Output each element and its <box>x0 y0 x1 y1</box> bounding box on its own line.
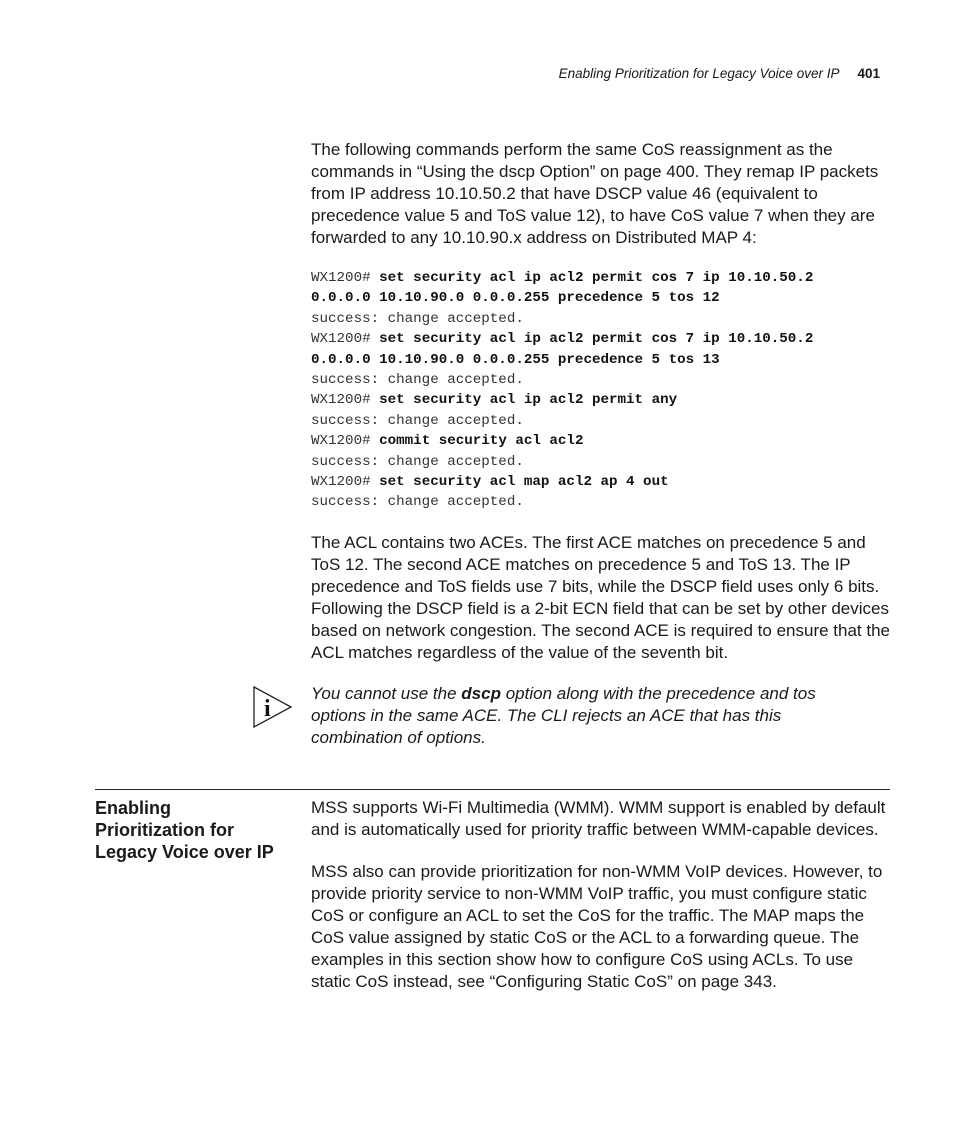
cli-prompt: WX1200# <box>311 392 380 409</box>
code-line <box>311 329 813 349</box>
explanation-paragraph-block <box>311 532 891 664</box>
cli-command: 0.0.0.0 10.10.90.0 0.0.0.255 precedence 5 tos 13 <box>311 351 720 368</box>
cli-prompt: WX1200# <box>311 270 380 286</box>
cli-command: set security acl ip acl2 permit cos 7 ip 10.10.50.2 <box>379 331 814 348</box>
cli-response: success: change accepted. <box>311 372 524 389</box>
section-paragraph: MSS supports Wi-Fi Multimedia (WMM). WMM support is enabled by default and is automatically used for priority traffic between WMM-capable devices. <box>311 798 886 839</box>
intro-paragraph: The following commands perform the same CoS reassignment as the commands in “Using the dscp Option” on page 400. They remap IP packets from IP address 10.10.50.2 that have DSCP value 46 (equivalent to precedence value 5 and ToS value 12), to have CoS value 7 when they are forwarded to any 10.10.90.x address on Distributed MAP 4: <box>311 140 879 247</box>
cli-prompt: WX1200# <box>311 433 380 450</box>
code-line <box>311 472 813 492</box>
running-title: Enabling Prioritization for Legacy Voice over IP <box>558 66 840 81</box>
svg-text:i: i <box>264 696 271 722</box>
code-line <box>311 288 813 308</box>
note-text-start: You cannot use the <box>311 684 462 703</box>
cli-response: success: change accepted. <box>311 412 524 429</box>
section-heading: Enabling Prioritization for Legacy Voice over IP <box>95 798 274 862</box>
code-line <box>311 390 813 410</box>
cli-command: set security acl ip acl2 permit any <box>379 392 678 409</box>
cli-response: success: change accepted. <box>311 453 524 470</box>
code-line <box>311 309 813 329</box>
code-line <box>311 350 813 370</box>
cli-command: commit security acl acl2 <box>379 433 584 450</box>
code-line <box>311 492 813 512</box>
code-line <box>311 431 813 451</box>
cli-prompt: WX1200# <box>311 331 380 348</box>
cli-command: 0.0.0.0 10.10.90.0 0.0.0.255 precedence 5 tos 12 <box>311 290 720 307</box>
section-body <box>311 797 891 993</box>
section-paragraph: MSS also can provide prioritization for non-WMM VoIP devices. However, to provide priority service to non-WMM VoIP traffic, you must configure static CoS or configure an ACL to set the CoS for the traffic. The MAP maps the CoS value assigned by static CoS or the ACL to a forwarding queue. The examples in this section show how to configure CoS using ACLs. To use static CoS instead, see “Configuring Static CoS” on page 343. <box>311 862 883 991</box>
code-line <box>311 411 813 431</box>
section-divider <box>95 789 890 790</box>
note-text-end: option along with the precedence and tos options in the same ACE. The CLI rejects an ACE that has this combination of options. <box>311 684 816 747</box>
cli-prompt: WX1200# <box>311 474 380 491</box>
note-keyword: dscp <box>461 684 501 703</box>
cli-example <box>311 268 813 513</box>
cli-response: success: change accepted. <box>311 310 524 327</box>
explanation-paragraph: The ACL contains two ACEs. The first ACE matches on precedence 5 and ToS 12. The second ACE matches on precedence 5 and ToS 13. The IP precedence and ToS fields use 7 bits, while the DSCP field uses only 6 bits. Following the DSCP field is a 2-bit ECN field that can be set by other devices based on network congestion. The second ACE is required to ensure that the ACL matches regardless of the value of the seventh bit. <box>311 533 890 662</box>
info-icon <box>251 685 295 729</box>
code-line <box>311 268 813 288</box>
cli-command: set security acl ip acl2 permit cos 7 ip 10.10.50.2 <box>379 270 814 286</box>
cli-response: success: change accepted. <box>311 494 524 511</box>
intro-paragraph-block <box>311 139 891 249</box>
cli-command: set security acl map acl2 ap 4 out <box>379 474 669 491</box>
note-text <box>311 683 871 749</box>
code-line <box>311 452 813 472</box>
page-number: 401 <box>857 66 880 81</box>
code-line <box>311 370 813 390</box>
running-header <box>559 66 880 81</box>
